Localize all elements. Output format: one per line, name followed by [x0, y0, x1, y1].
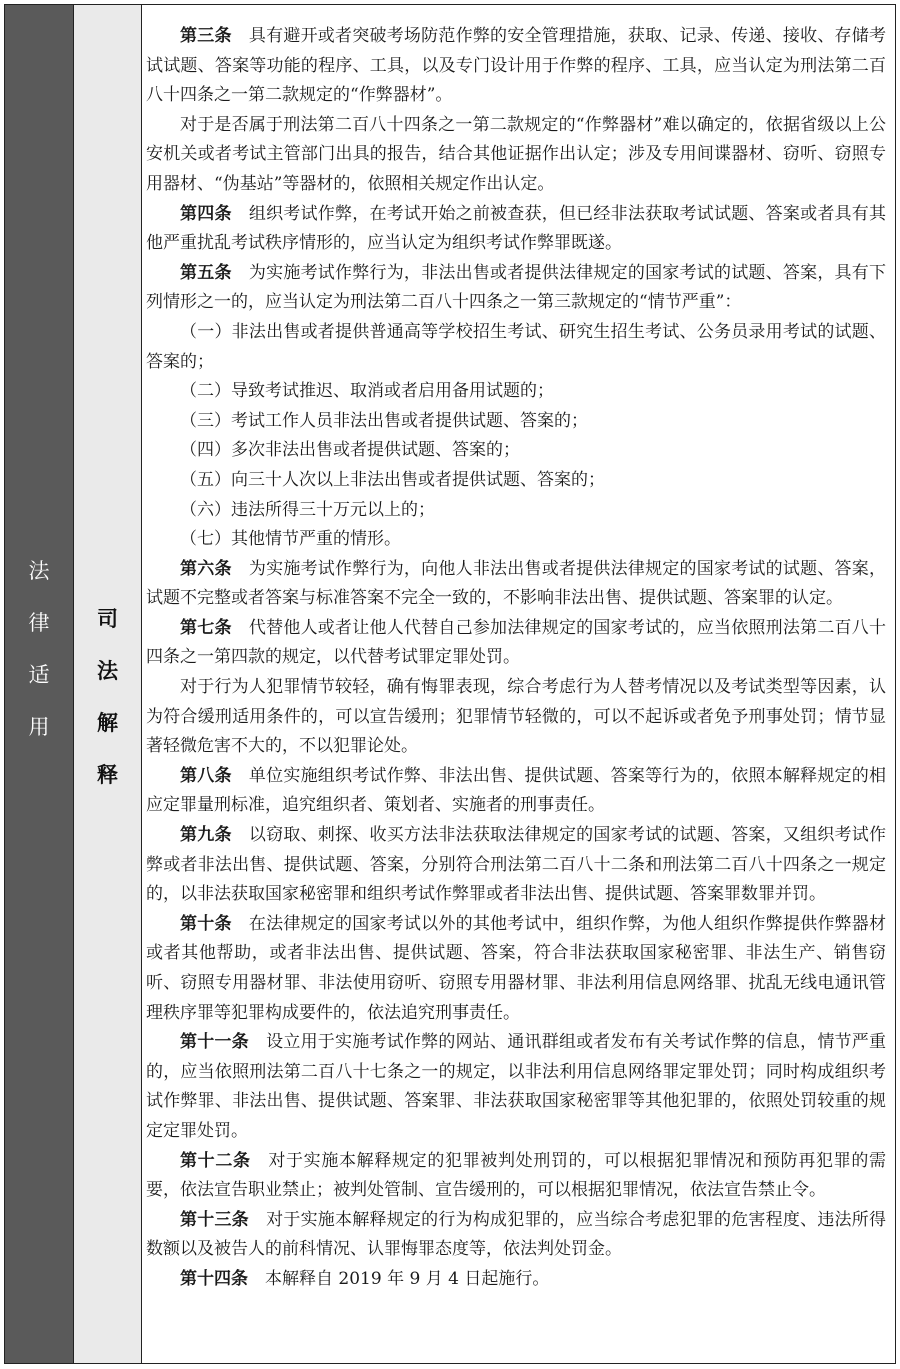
article-heading: 第九条	[180, 825, 232, 846]
paragraph-text: （七）其他情节严重的情形。	[180, 529, 401, 550]
paragraph-text: 代替他人或者让他人代替自己参加法律规定的国家考试的，应当依照刑法第二百八十四条之一第四款的规定，以代替考试罪定罪处罚。	[146, 617, 887, 668]
article-heading: 第十条	[180, 913, 232, 934]
section-char: 律	[28, 611, 50, 635]
paragraph	[146, 1028, 886, 1146]
paragraph-text: （五）向三十人次以上非法出售或者提供试题、答案的；	[180, 469, 605, 490]
subsection-char: 法	[97, 659, 118, 683]
paragraph-text: 在法律规定的国家考试以外的其他考试中，组织作弊，为他人组织作弊提供作弊器材或者其他帮助，或者非法出售、提供试题、答案，符合非法获取国家秘密罪、非法生产、销售窃听、窃照专用器材罪、非法使用窃听、窃照专用器材罪、非法利用信息网络罪、扰乱无线电通讯管理秩序罪等犯罪构成要件的，依法追究刑事责任。	[146, 913, 887, 1023]
paragraph	[146, 259, 886, 318]
list-item	[146, 436, 886, 466]
paragraph-text: 为实施考试作弊行为，非法出售或者提供法律规定的国家考试的试题、答案，具有下列情形之一的，应当认定为刑法第二百八十四条之一第三款规定的“情节严重”：	[146, 262, 887, 313]
section-column	[5, 5, 74, 1363]
paragraph-text: 对于实施本解释规定的犯罪被判处刑罚的，可以根据犯罪情况和预防再犯罪的需要，依法宣告职业禁止；被判处管制、宣告缓刑的，可以根据犯罪情况，依法宣告禁止令。	[146, 1150, 887, 1201]
paragraph-text: （二）导致考试推迟、取消或者启用备用试题的；	[180, 381, 554, 402]
list-item	[146, 318, 886, 377]
subsection-char: 司	[97, 607, 118, 631]
article-heading: 第七条	[180, 617, 232, 638]
section-char: 用	[28, 715, 50, 739]
article-body	[146, 22, 886, 1295]
section-char: 适	[28, 663, 50, 687]
subsection-label	[74, 593, 141, 801]
paragraph-text: 对于是否属于刑法第二百八十四条之一第二款规定的“作弊器材”难以确定的，依据省级以上公安机关或者考试主管部门出具的报告，结合其他证据作出认定；涉及专用间谍器材、窃听、窃照专用器材、“伪基站”等器材的，依照相关规定作出认定。	[146, 114, 886, 194]
paragraph-text: 对于实施本解释规定的行为构成犯罪的，应当综合考虑犯罪的危害程度、违法所得数额以及被告人的前科情况、认罪悔罪态度等，依法判处罚金。	[146, 1209, 887, 1260]
paragraph-text: 单位实施组织考试作弊、非法出售、提供试题、答案等行为的，依照本解释规定的相应定罪量刑标准，追究组织者、策划者、实施者的刑事责任。	[146, 765, 887, 816]
paragraph	[146, 614, 886, 673]
paragraph-text: （六）违法所得三十万元以上的；	[180, 499, 435, 520]
paragraph-text: 以窃取、刺探、收买方法非法获取法律规定的国家考试的试题、答案，又组织考试作弊或者非法出售、提供试题、答案，分别符合刑法第二百八十二条和刑法第二百八十四条之一规定的，以非法获取国家秘密罪和组织考试作弊罪或者非法出售、提供试题、答案罪数罪并罚。	[146, 825, 887, 905]
article-heading: 第三条	[180, 26, 232, 46]
subsection-column	[74, 5, 142, 1363]
paragraph	[146, 673, 886, 762]
paragraph	[146, 910, 886, 1028]
article-heading: 第十四条	[180, 1268, 248, 1289]
article-heading: 第十一条	[180, 1032, 249, 1053]
paragraph	[146, 762, 886, 821]
paragraph-text: （四）多次非法出售或者提供试题、答案的；	[180, 440, 520, 461]
paragraph-text: 为实施考试作弊行为，向他人非法出售或者提供法律规定的国家考试的试题、答案，试题不完整或者答案与标准答案不完全一致的，不影响非法出售、提供试题、答案罪的认定。	[146, 558, 887, 609]
list-item	[146, 377, 886, 407]
subsection-char: 释	[97, 763, 118, 787]
paragraph	[146, 22, 886, 111]
list-item	[146, 466, 886, 496]
paragraph	[146, 1265, 886, 1295]
paragraph	[146, 111, 886, 200]
paragraph	[146, 1206, 886, 1265]
article-heading: 第八条	[180, 765, 232, 786]
paragraph	[146, 555, 886, 614]
section-label	[5, 545, 73, 753]
list-item	[146, 407, 886, 437]
paragraph	[146, 200, 886, 259]
paragraph-text: 对于行为人犯罪情节较轻，确有悔罪表现，综合考虑行为人替考情况以及考试类型等因素，认为符合缓刑适用条件的，可以宣告缓刑；犯罪情节轻微的，可以不起诉或者免予刑事处罚；情节显著轻微危害不大的，不以犯罪论处。	[146, 677, 886, 757]
subsection-char: 解	[97, 711, 118, 735]
paragraph-text: 具有避开或者突破考场防范作弊的安全管理措施，获取、记录、传递、接收、存储考试试题、答案等功能的程序、工具，以及专门设计用于作弊的程序、工具，应当认定为刑法第二百八十四条之一第二款规定的“作弊器材”。	[146, 26, 887, 106]
article-heading: 第十三条	[180, 1209, 249, 1230]
paragraph	[146, 821, 886, 910]
list-item	[146, 496, 886, 526]
paragraph-text: 设立用于实施考试作弊的网站、通讯群组或者发布有关考试作弊的信息，情节严重的，应当依照刑法第二百八十七条之一的规定，以非法利用信息网络罪定罪处罚；同时构成组织考试作弊罪、非法出售、提供试题、答案罪、非法获取国家秘密罪等其他犯罪的，依照处罚较重的规定定罪处罚。	[146, 1032, 887, 1141]
article-heading: 第五条	[180, 262, 232, 283]
list-item	[146, 525, 886, 555]
section-char: 法	[28, 559, 50, 583]
paragraph-text: （一）非法出售或者提供普通高等学校招生考试、研究生招生考试、公务员录用考试的试题、答案的；	[146, 321, 886, 372]
paragraph-text: 本解释自 2019 年 9 月 4 日起施行。	[248, 1268, 550, 1289]
paragraph-text: （三）考试工作人员非法出售或者提供试题、答案的；	[180, 410, 588, 431]
article-heading: 第四条	[180, 203, 232, 224]
paragraph-text: 组织考试作弊，在考试开始之前被查获，但已经非法获取考试试题、答案或者具有其他严重扰乱考试秩序情形的，应当认定为组织考试作弊罪既遂。	[146, 203, 887, 254]
article-heading: 第六条	[180, 558, 232, 579]
paragraph	[146, 1147, 886, 1206]
article-heading: 第十二条	[180, 1150, 251, 1171]
